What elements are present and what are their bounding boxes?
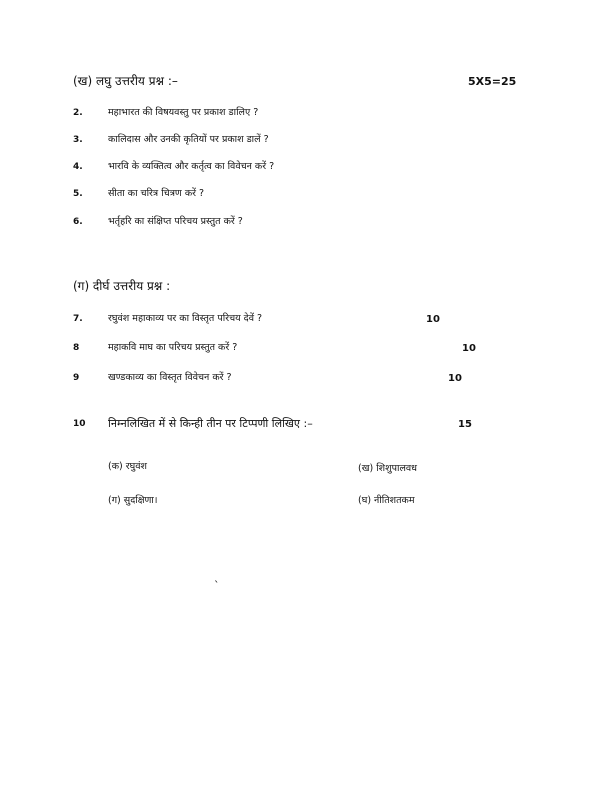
question-marks: 10 xyxy=(462,343,476,354)
option-a: (क) रघुवंश xyxy=(108,461,147,472)
question-marks: 10 xyxy=(426,314,440,325)
question-text: भारवि के व्यक्तित्व और कर्तृत्व का विवेचन करें ? xyxy=(108,161,275,172)
option-d: (घ) नीतिशतकम xyxy=(358,495,415,506)
question-number: 6. xyxy=(73,217,83,227)
question-text: महाभारत की विषयवस्तु पर प्रकाश डालिए ? xyxy=(108,107,259,118)
section-b-marks: 5X5=25 xyxy=(468,75,517,88)
question-marks: 10 xyxy=(448,373,462,384)
question-text: निम्नलिखित में से किन्ही तीन पर टिप्पणी लिखिए :– xyxy=(108,417,313,430)
question-number: 8 xyxy=(73,343,80,353)
question-number: 2. xyxy=(73,108,83,118)
question-text: रघुवंश महाकाव्य पर का विस्तृत परिचय देवें ? xyxy=(108,313,263,324)
question-number: 7. xyxy=(73,314,83,324)
question-number: 4. xyxy=(73,162,83,172)
question-marks: 15 xyxy=(458,419,472,430)
option-c: (ग) सुदक्षिणा। xyxy=(108,495,158,506)
question-text: भर्तृहरि का संक्षिप्त परिचय प्रस्तुत करें ? xyxy=(108,216,243,227)
question-number: 10 xyxy=(73,419,86,429)
section-b-heading: (ख) लघु उत्तरीय प्रश्न :– xyxy=(73,74,178,88)
question-text: खण्डकाव्य का विस्तृत विवेचन करें ? xyxy=(108,372,232,383)
question-number: 9 xyxy=(73,373,80,383)
question-number: 5. xyxy=(73,189,83,199)
question-text: सीता का चरित्र चित्रण करें ? xyxy=(108,188,205,199)
stray-mark: ` xyxy=(214,579,220,592)
option-b: (ख) शिशुपालवध xyxy=(358,463,418,474)
question-number: 3. xyxy=(73,135,83,145)
question-text: कालिदास और उनकी कृतियों पर प्रकाश डालें ? xyxy=(108,134,269,145)
question-text: महाकवि माघ का परिचय प्रस्तुत करें ? xyxy=(108,342,238,353)
section-c-heading: (ग) दीर्घ उत्तरीय प्रश्न : xyxy=(73,279,171,293)
